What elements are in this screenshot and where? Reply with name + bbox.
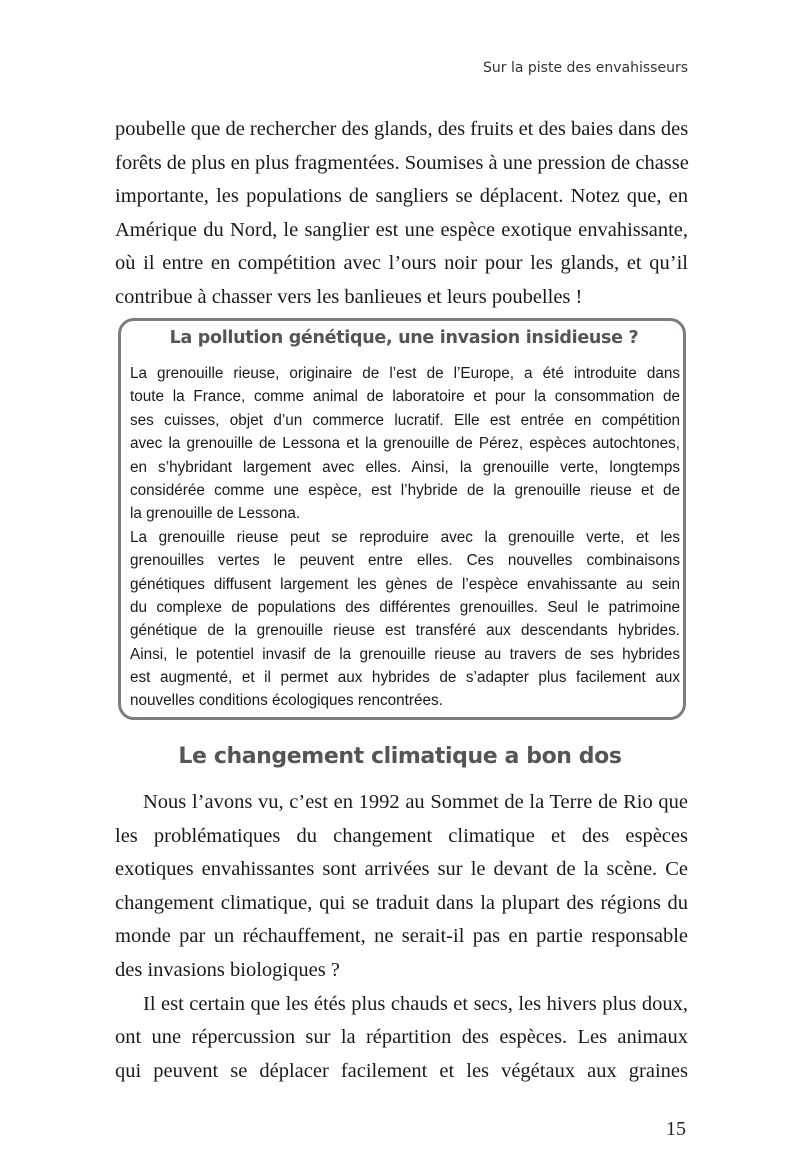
text-line: La grenouille rieuse, originaire de l’est de l’Europe, a été introduite dans [130,365,680,382]
text-line: ses cuisses, objet d’un commerce lucratif. Elle est entrée en compétition [130,411,680,429]
text-line: génétique de la grenouille rieuse est transféré aux descendants hybrides. [130,622,680,640]
text-line: les problématiques du changement climatique et des espèces [115,824,688,847]
text-line: forêts de plus en plus fragmentées. Soumises à une pression de chasse [115,151,689,174]
text-line: Il est certain que les étés plus chauds et secs, les hivers plus doux, [143,992,688,1015]
text-line: nouvelles conditions écologiques rencontrées. [130,692,443,710]
section-title: Le changement climatique a bon dos [178,744,622,769]
text-line: des invasions biologiques ? [115,958,340,981]
page-number: 15 [666,1118,686,1140]
text-line: Nous l’avons vu, c’est en 1992 au Sommet de la Terre de Rio que [143,791,688,813]
text-line: qui peuvent se déplacer facilement et les végétaux aux graines [115,1059,688,1082]
text-line: Ainsi, le potentiel invasif de la grenouille rieuse au travers de ses hybrides [130,645,680,663]
text-line: contribue à chasser vers les banlieues et leurs poubelles ! [115,285,583,308]
text-line: toute la France, comme animal de laboratoire et pour la consommation de [130,388,680,406]
text-line: exotiques envahissantes sont arrivées sur le devant de la scène. Ce [115,858,688,881]
text-line: considérée comme une espèce, est l’hybride de la grenouille rieuse et de [130,481,680,499]
running-head: Sur la piste des envahisseurs [483,60,688,76]
text-line: génétiques diffusent largement les gènes de l’espèce envahissante au sein [130,575,680,593]
text-line: où il entre en compétition avec l’ours noir pour les glands, et qu’il [115,252,688,275]
text-line: ont une répercussion sur la répartition des espèces. Les animaux [115,1026,688,1049]
text-line: du complexe de populations des différentes grenouilles. Seul le patrimoine [130,598,680,616]
text-line: importante, les populations de sangliers se déplacent. Notez que, en [115,185,688,208]
section-body [115,786,688,1088]
text-line: la grenouille de Lessona. [130,505,301,523]
text-line: monde par un réchauffement, ne serait-il pas en partie responsable [115,925,688,948]
box-body [130,362,680,713]
intro-paragraph [115,113,688,315]
text-line: grenouilles vertes le peuvent entre elles. Ces nouvelles combinaisons [130,552,680,570]
text-line: poubelle que de rechercher des glands, des fruits et des baies dans des [115,118,689,140]
box-title: La pollution génétique, une invasion insidieuse ? [169,328,639,348]
text-line: La grenouille rieuse peut se reproduire avec la grenouille verte, et les [130,528,680,546]
text-line: est augmenté, et il permet aux hybrides de s’adapter plus facilement aux [130,669,680,687]
text-line: Amérique du Nord, le sanglier est une espèce exotique envahissante, [115,218,688,241]
text-line: en s’hybridant largement avec elles. Ainsi, la grenouille verte, longtemps [130,458,680,476]
text-line: changement climatique, qui se traduit dans la plupart des régions du [115,891,688,914]
text-line: avec la grenouille de Lessona et la grenouille de Pérez, espèces autochtones, [130,435,680,453]
